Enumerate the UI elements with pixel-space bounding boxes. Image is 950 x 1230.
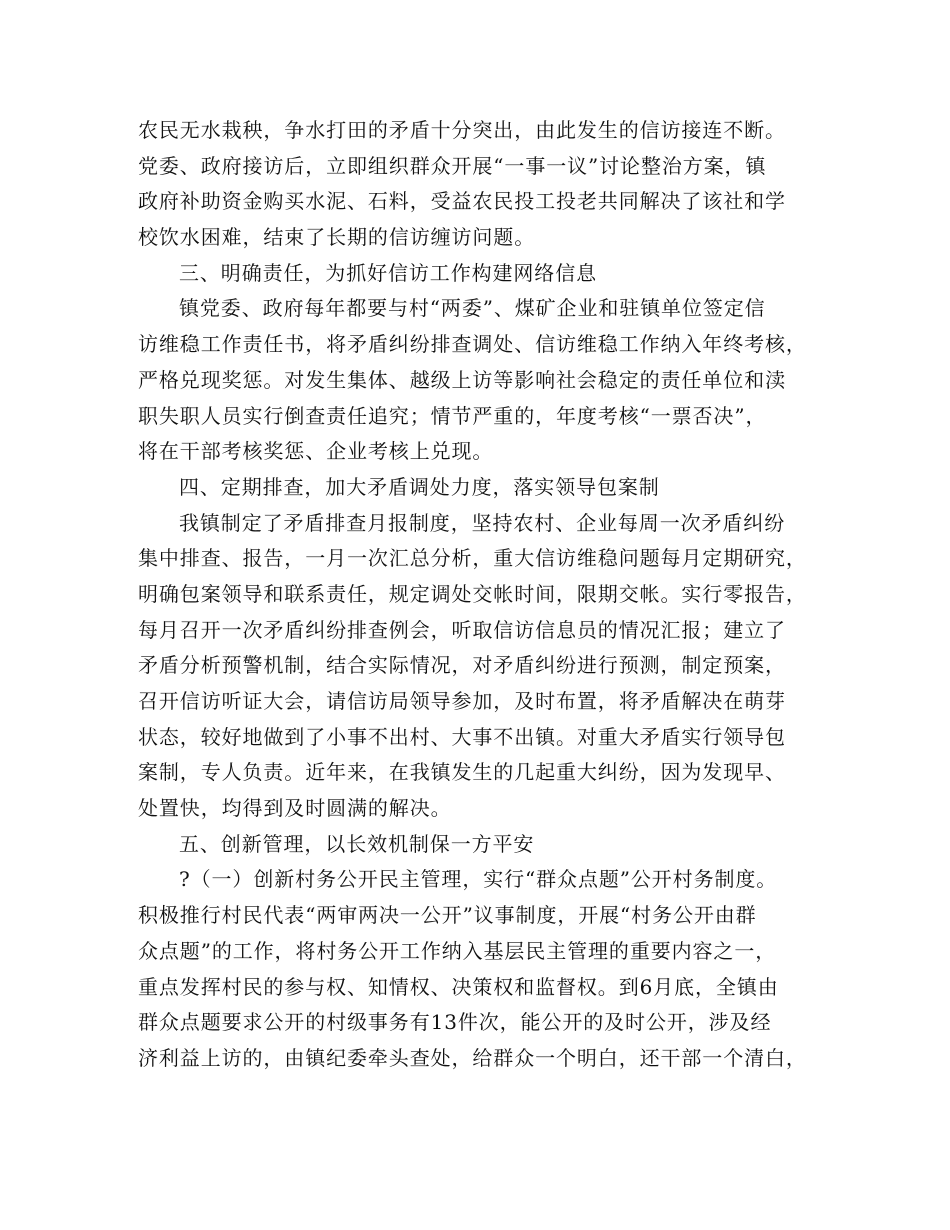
paragraph-start-line: 四、定期排查，加大矛盾调处力度，落实领导包案制 <box>179 474 660 499</box>
text-line: 群众点题要求公开的村级事务有13件次，能公开的及时公开，涉及经 <box>138 1010 772 1035</box>
text-line: 政府补助资金购买水泥、石料，受益农民投工投老共同解决了该社和学 <box>138 189 786 214</box>
text-line: 访维稳工作责任书，将矛盾纠纷排查调处、信访维稳工作纳入年终考核， <box>138 332 807 357</box>
text-line: 矛盾分析预警机制，结合实际情况，对矛盾纠纷进行预测，制定预案， <box>138 653 786 678</box>
text-line: 众点题”的工作，将村务公开工作纳入基层民主管理的重要内容之一， <box>138 938 777 963</box>
paragraph-start-line: 五、创新管理，以长效机制保一方平安 <box>179 831 535 856</box>
text-line: 每月召开一次矛盾纠纷排查例会，听取信访信息员的情况汇报；建立了 <box>138 617 786 642</box>
text-line: 济利益上访的，由镇纪委牵头查处，给群众一个明白，还干部一个清白， <box>138 1045 807 1070</box>
text-line: 将在干部考核奖惩、企业考核上兑现。 <box>138 439 494 464</box>
text-line: 状态，较好地做到了小事不出村、大事不出镇。对重大矛盾实行领导包 <box>138 724 786 749</box>
text-line: 严格兑现奖惩。对发生集体、越级上访等影响社会稳定的责任单位和渎 <box>138 367 786 392</box>
paragraph-start-line: ?（一）创新村务公开民主管理，实行“群众点题”公开村务制度。 <box>179 867 778 892</box>
paragraph-start-line: 三、明确责任，为抓好信访工作构建网络信息 <box>179 260 597 285</box>
text-line: 案制，专人负责。近年来，在我镇发生的几起重大纠纷，因为发现早、 <box>138 760 786 785</box>
text-line: 召开信访听证大会，请信访局领导参加，及时布置，将矛盾解决在萌芽 <box>138 689 786 713</box>
text-line: 校饮水困难，结束了长期的信访缠访问题。 <box>138 225 536 250</box>
text-line: 集中排查、报告，一月一次汇总分析，重大信访维稳问题每月定期研究， <box>138 546 807 571</box>
document-page <box>138 113 828 1077</box>
text-line: 党委、政府接访后，立即组织群众开展“一事一议”讨论整治方案，镇 <box>138 153 767 178</box>
text-line: 积极推行村民代表“两审两决一公开”议事制度，开展“村务公开由群 <box>138 903 757 928</box>
text-line: 明确包案领导和联系责任，规定调处交帐时间，限期交帐。实行零报告， <box>138 581 807 606</box>
paragraph-start-line: 我镇制定了矛盾排查月报制度，坚持农村、企业每周一次矛盾纠纷 <box>179 510 786 535</box>
text-line: 农民无水栽秧，争水打田的矛盾十分突出，由此发生的信访接连不断。 <box>138 118 786 142</box>
text-line: 职失职人员实行倒查责任追究；情节严重的，年度考核“一票否决”， <box>138 403 767 428</box>
text-line: 处置快，均得到及时圆满的解决。 <box>138 796 452 821</box>
paragraph-start-line: 镇党委、政府每年都要与村“两委”、煤矿企业和驻镇单位签定信 <box>179 296 766 321</box>
text-line: 重点发挥村民的参与权、知情权、决策权和监督权。到6月底，全镇由 <box>138 974 779 999</box>
